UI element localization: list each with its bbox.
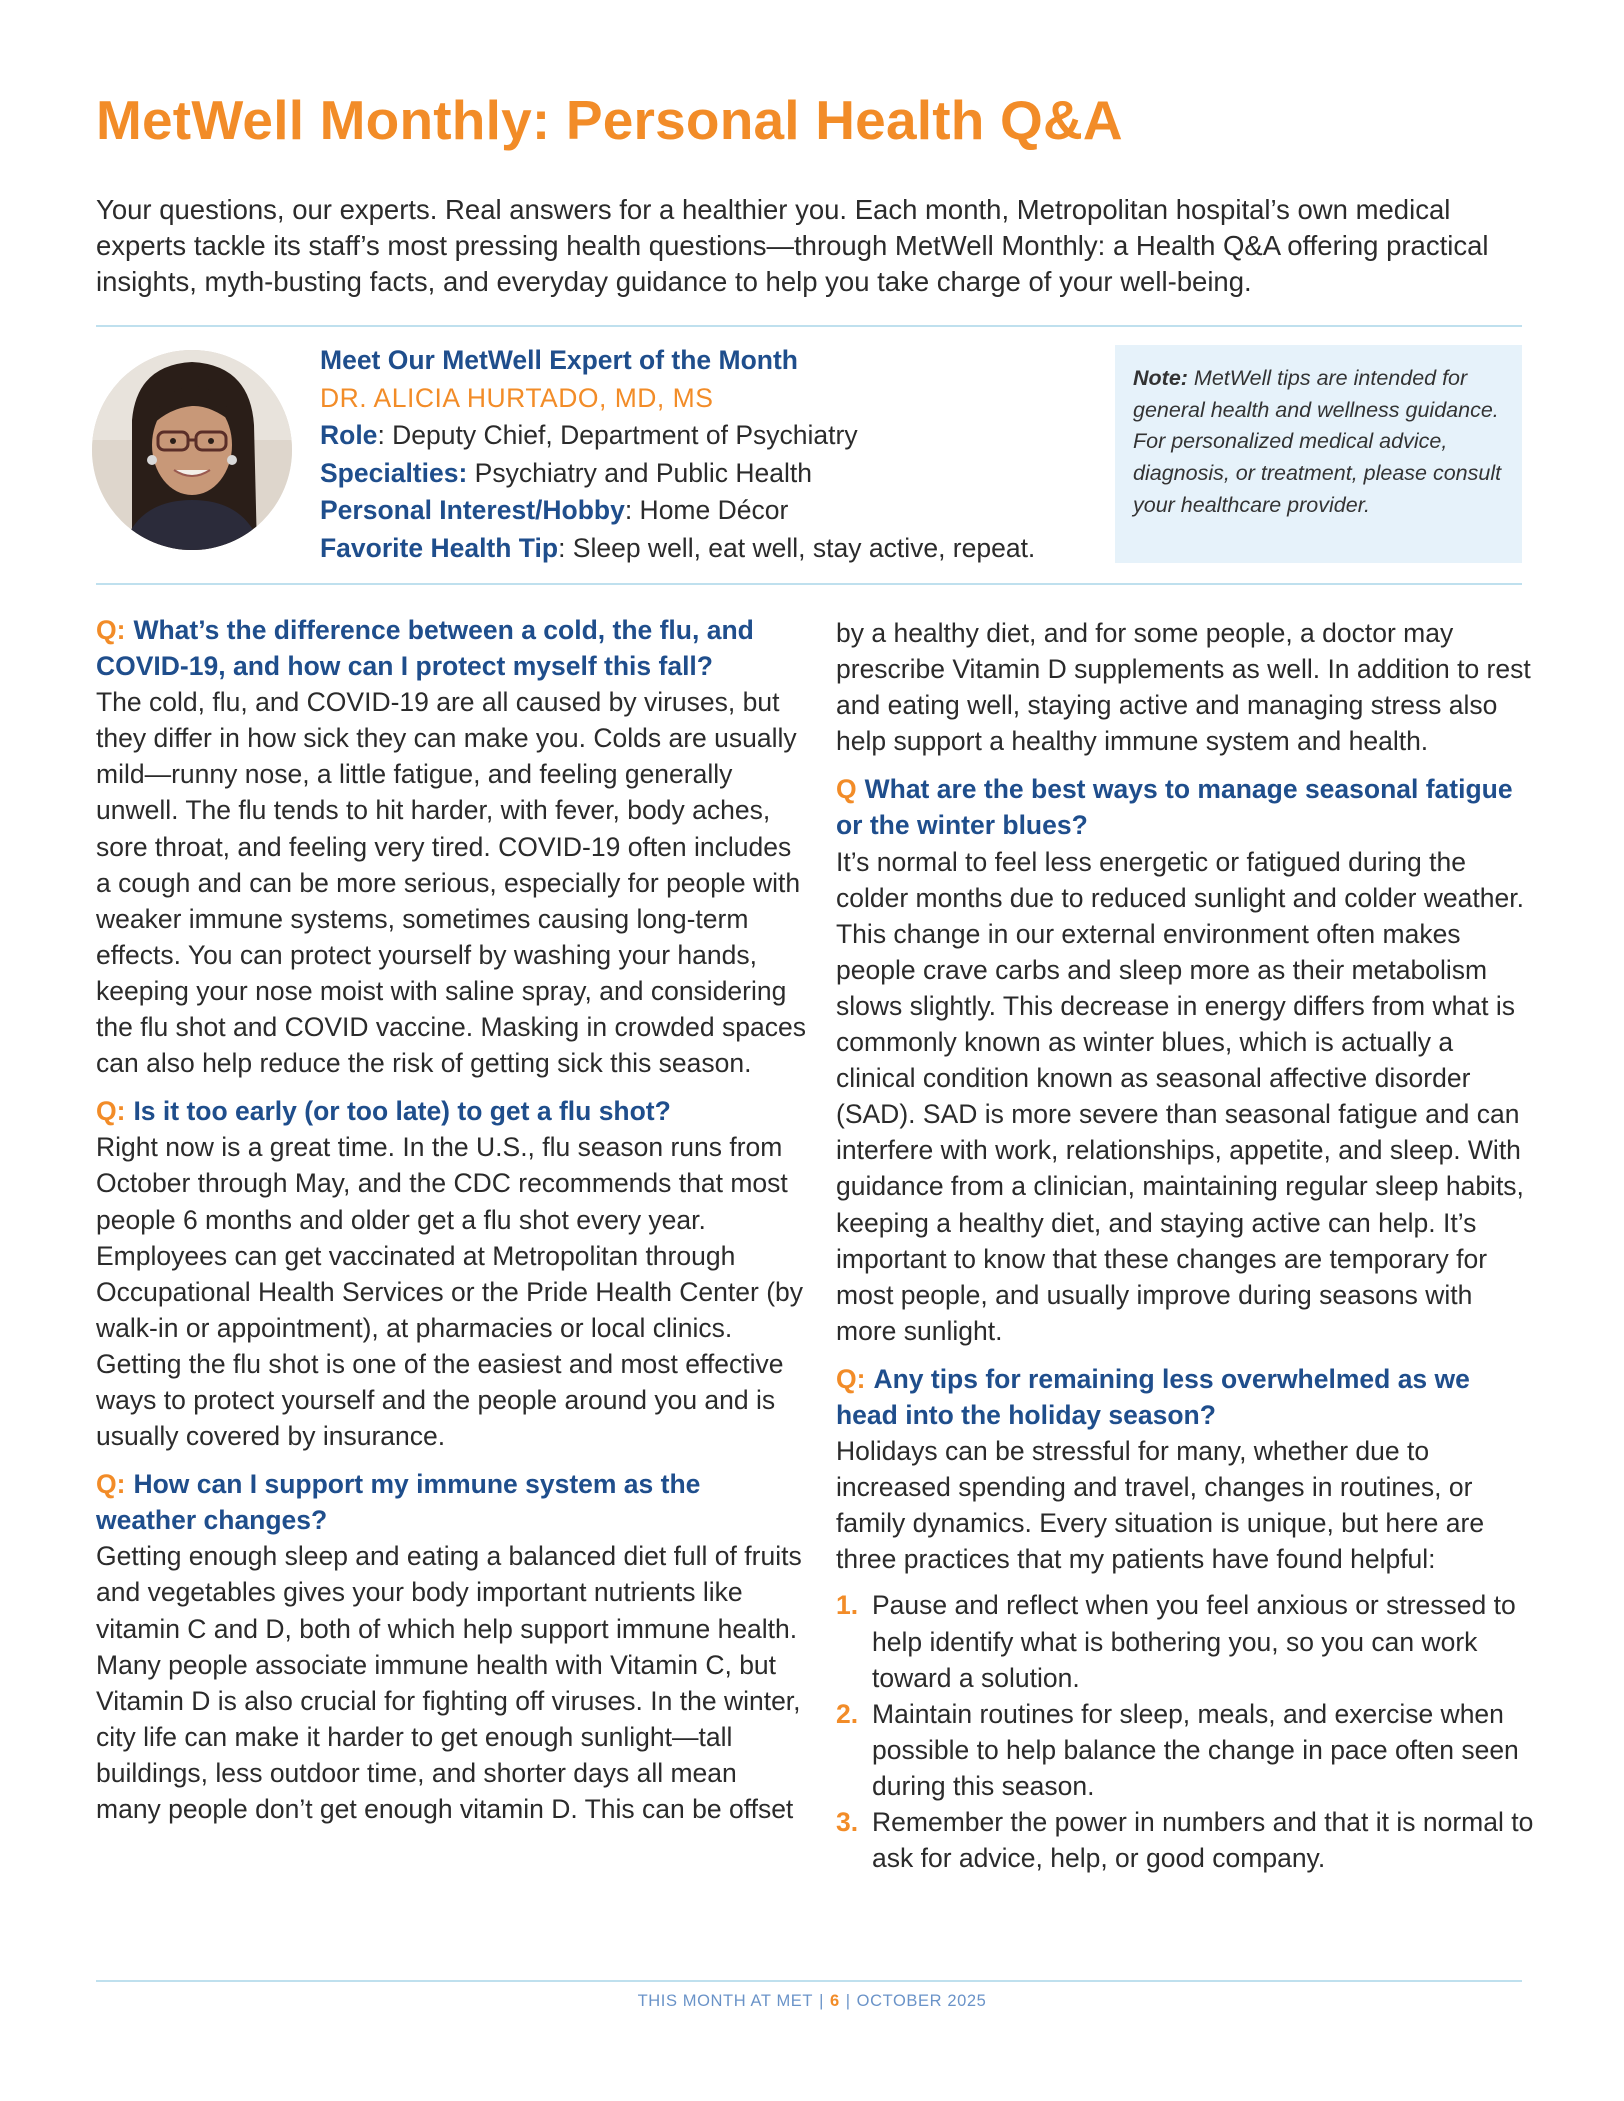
expert-photo <box>92 350 292 550</box>
tip-number: 3. <box>836 1807 859 1837</box>
question-1 <box>96 612 806 684</box>
expert-tip-row <box>320 530 1120 568</box>
answer-1: The cold, flu, and COVID-19 are all caused by viruses, but they differ in how sick they can make you. Colds are usually mild—runny nose, a little fatigue, and feeling generally unwell. The flu tends to hit harder, with fever, body aches, sore throat, and feeling very tired. COVID-19 often includes a cough and can be more serious, especially for people with weaker immune systems, sometimes causing long-term effects. You can protect yourself by washing your hands, keeping your nose moist with saline spray, and considering the flu shot and COVID vaccine. Masking in crowded spaces can also help reduce the risk of getting sick this season. <box>96 687 806 1079</box>
footer-divider <box>96 1980 1522 1982</box>
tip-text: Remember the power in numbers and that it is normal to ask for advice, help, or good company. <box>872 1807 1534 1874</box>
question-3 <box>96 1466 806 1538</box>
expert-specialties-row <box>320 455 1120 493</box>
expert-role-row <box>320 417 1120 455</box>
expert-role-label: Role <box>320 420 378 450</box>
footer-separator: | <box>845 1992 851 2010</box>
expert-hobby-label: Personal Interest/Hobby <box>320 495 625 525</box>
answer-4: It’s normal to feel less energetic or fatigued during the colder months due to reduced sunlight and colder weather. This change in our external environment often makes people crave carbs and sleep more as their metabolism slows slightly. This decrease in energy differs from what is commonly known as winter blues, which is actually a clinical condition known as seasonal affective disorder (SAD). SAD is more severe than seasonal fatigue and can interfere with work, relationships, appetite, and sleep. With guidance from a clinician, maintaining regular sleep habits, keeping a healthy diet, and staying active can help. It’s important to know that these changes are temporary for most people, and usually improve during seasons with more sunlight. <box>836 846 1524 1346</box>
disclaimer-note <box>1115 345 1522 563</box>
note-label: Note: <box>1133 366 1188 390</box>
expert-specialties-label: Specialties: <box>320 457 468 488</box>
intro-paragraph: Your questions, our experts. Real answers for a healthier you. Each month, Metropolitan hospital’s own medical experts tackle its staff’s most pressing health questions—through MetWell Monthly: a Health Q&A offering practical insights, myth-busting facts, and everyday guidance to help you take charge of your well-being. <box>96 194 1489 297</box>
list-item <box>836 1804 1536 1876</box>
q4-marker: Q <box>836 774 857 805</box>
left-column <box>96 612 806 1827</box>
tip-text: Maintain routines for sleep, meals, and exercise when possible to help balance the change in pace often seen during this season. <box>872 1698 1519 1801</box>
q4-text: What are the best ways to manage seasonal fatigue or the winter blues? <box>836 774 1513 841</box>
answer-3-part-1: Getting enough sleep and eating a balanced diet full of fruits and vegetables gives your body important nutrients like vitamin C and D, both of which help support immune health. Many people associate immune health with Vitamin C, but Vitamin D is also crucial for fighting off viruses. In the winter, city life can make it harder to get enough sunlight—tall buildings, less outdoor time, and shorter days all mean many people don’t get enough vitamin D. This can be offset <box>96 1541 802 1824</box>
right-column <box>836 615 1536 1876</box>
page-number: 6 <box>829 1992 840 2010</box>
footer-separator: | <box>819 1992 824 2010</box>
tip-number: 2. <box>836 1698 859 1729</box>
expert-profile <box>320 342 1120 567</box>
expert-tip-label: Favorite Health Tip <box>320 532 559 563</box>
holiday-tips-list <box>836 1587 1536 1876</box>
q5-text: Any tips for remaining less overwhelmed as we head into the holiday season? <box>836 1363 1470 1430</box>
list-item <box>836 1587 1536 1695</box>
question-4 <box>836 771 1536 843</box>
expert-tip-value: : Sleep well, eat well, stay active, repeat. <box>558 532 1036 563</box>
expert-hobby-value: : Home Décor <box>624 495 789 525</box>
top-divider <box>96 325 1522 327</box>
footer-date: OCTOBER 2025 <box>856 1992 987 2010</box>
expert-specialties-value: Psychiatry and Public Health <box>467 457 812 488</box>
q3-marker: Q: <box>96 1469 126 1500</box>
footer-publication: THIS MONTH AT MET <box>637 1992 814 2010</box>
expert-hobby-row <box>320 492 1120 530</box>
list-item <box>836 1696 1536 1804</box>
expert-portrait-illustration <box>92 350 292 550</box>
question-5 <box>836 1361 1536 1433</box>
expert-role-value: : Deputy Chief, Department of Psychiatry <box>377 420 858 450</box>
middle-divider <box>96 583 1522 585</box>
q2-text: Is it too early (or too late) to get a flu shot? <box>133 1096 671 1127</box>
q3-text: How can I support my immune system as the weather changes? <box>96 1469 701 1536</box>
expert-name: DR. ALICIA HURTADO, MD, MS <box>320 382 714 413</box>
page-footer <box>0 1992 1624 2011</box>
answer-5: Holidays can be stressful for many, whether due to increased spending and travel, changes in routines, or family dynamics. Every situation is unique, but here are three practices that my patients have found helpful: <box>836 1436 1485 1575</box>
q1-text: What’s the difference between a cold, the flu, and COVID-19, and how can I protect myself this fall? <box>96 615 754 682</box>
tip-text: Pause and reflect when you feel anxious or stressed to help identify what is bothering you, so you can work toward a solution. <box>872 1590 1516 1693</box>
question-2 <box>96 1093 806 1129</box>
answer-3-part-2: by a healthy diet, and for some people, a doctor may prescribe Vitamin D supplements as well. In addition to rest and eating well, staying active and managing stress also help support a healthy immune system and health. <box>836 618 1531 757</box>
q2-marker: Q: <box>96 1096 126 1127</box>
note-text: MetWell tips are intended for general health and wellness guidance. For personalized medical advice, diagnosis, or treatment, please consult your healthcare provider. <box>1133 366 1502 517</box>
q1-marker: Q: <box>96 615 126 645</box>
q5-marker: Q: <box>836 1363 866 1394</box>
tip-number: 1. <box>836 1590 859 1621</box>
answer-2: Right now is a great time. In the U.S., flu season runs from October through May, and the CDC recommends that most people 6 months and older get a flu shot every year. Employees can get vaccinated at Metropolitan through Occupational Health Services or the Pride Health Center (by walk-in or appointment), at pharmacies or local clinics. Getting the flu shot is one of the easiest and most effective ways to protect yourself and the people around you and is usually covered by insurance. <box>96 1132 804 1452</box>
expert-heading: Meet Our MetWell Expert of the Month <box>320 345 798 375</box>
page-title: MetWell Monthly: Personal Health Q&A <box>96 89 1123 151</box>
